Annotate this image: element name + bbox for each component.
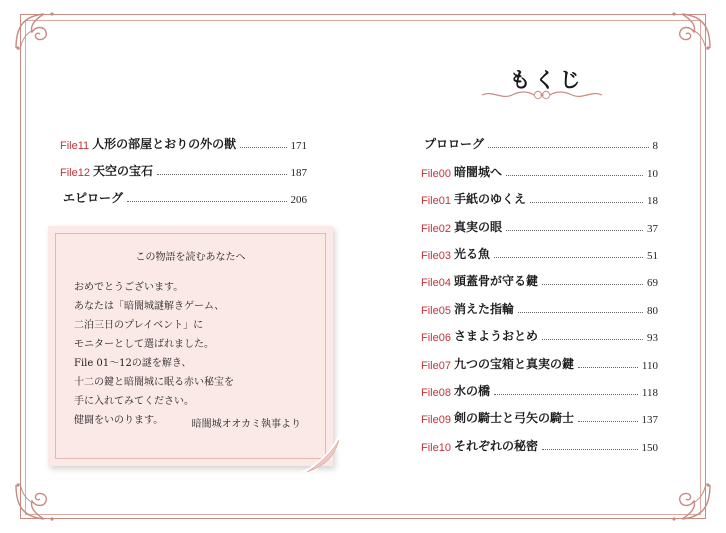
toc-file-number: File03 bbox=[421, 249, 451, 262]
note-line: 二泊三日のプレイベント」に bbox=[74, 320, 204, 331]
toc-list-right bbox=[421, 125, 658, 454]
corner-ornament-icon bbox=[668, 479, 714, 525]
toc-entry-title: 九つの宝箱と真実の鍵 bbox=[453, 356, 574, 371]
toc-file-number: File08 bbox=[421, 386, 451, 399]
note-line: あなたは「暗闇城謎解きゲーム、 bbox=[74, 301, 225, 312]
toc-entry[interactable] bbox=[421, 289, 658, 316]
toc-page-number: 118 bbox=[641, 386, 658, 399]
toc-entry[interactable] bbox=[421, 125, 658, 152]
toc-file-number: File04 bbox=[421, 277, 451, 290]
toc-entry[interactable] bbox=[421, 262, 658, 289]
corner-ornament-icon bbox=[12, 8, 58, 54]
note-signature: 暗闇城オオカミ執事より bbox=[191, 419, 301, 430]
toc-file-number: File09 bbox=[421, 414, 451, 427]
toc-entry-title: 光る魚 bbox=[453, 246, 490, 261]
title-ornament-icon bbox=[480, 88, 604, 102]
toc-file-number: File02 bbox=[421, 222, 451, 235]
toc-entry-title: エピローグ bbox=[63, 191, 124, 205]
toc-list-left bbox=[60, 125, 307, 206]
toc-entry[interactable] bbox=[421, 399, 658, 426]
toc-leader-dots bbox=[488, 146, 648, 148]
toc-file-number: File06 bbox=[421, 332, 451, 345]
toc-leader-dots bbox=[578, 420, 638, 422]
toc-entry[interactable] bbox=[60, 179, 307, 206]
toc-entry[interactable] bbox=[421, 317, 658, 344]
note-line: 健闘をいのります。 bbox=[74, 415, 164, 426]
toc-entry[interactable] bbox=[421, 235, 658, 262]
note-line: 十二の鍵と暗闇城に眠る赤い秘宝を bbox=[74, 377, 234, 388]
toc-page-number: 93 bbox=[647, 332, 658, 345]
toc-entry[interactable] bbox=[60, 125, 307, 152]
toc-entry-title: 頭蓋骨が守る鍵 bbox=[453, 274, 538, 289]
toc-entry[interactable] bbox=[421, 207, 658, 234]
toc-entry-title: さまようおとめ bbox=[453, 329, 538, 344]
toc-leader-dots bbox=[518, 311, 643, 313]
toc-entry-title: 人形の部屋とおりの外の獣 bbox=[92, 137, 237, 151]
toc-entry-title: プロローグ bbox=[424, 137, 485, 152]
toc-leader-dots bbox=[240, 146, 286, 148]
note-heading: この物語を読むあなたへ bbox=[135, 252, 246, 263]
toc-page-number: 150 bbox=[641, 441, 658, 454]
toc-entry-title: 消えた指輪 bbox=[453, 301, 514, 316]
toc-page-number: 51 bbox=[647, 249, 658, 262]
toc-entry[interactable] bbox=[60, 152, 307, 179]
toc-page-number: 10 bbox=[647, 167, 658, 180]
toc-leader-dots bbox=[127, 200, 286, 202]
toc-file-number: File07 bbox=[421, 359, 451, 372]
toc-entry[interactable] bbox=[421, 180, 658, 207]
note-line: File 01〜12の謎を解き、 bbox=[74, 358, 192, 369]
toc-entry[interactable] bbox=[421, 344, 658, 371]
toc-entry-title: 天空の宝石 bbox=[92, 164, 153, 178]
toc-file-number: File05 bbox=[421, 304, 451, 317]
toc-entry-title: 手紙のゆくえ bbox=[453, 192, 526, 207]
toc-entry[interactable] bbox=[421, 372, 658, 399]
toc-file-number: File12 bbox=[60, 167, 90, 179]
toc-entry-title: それぞれの秘密 bbox=[453, 438, 538, 453]
toc-page-number: 137 bbox=[641, 414, 658, 427]
toc-leader-dots bbox=[530, 201, 643, 203]
toc-page-number: 80 bbox=[647, 304, 658, 317]
page-curl-icon bbox=[301, 434, 339, 472]
toc-leader-dots bbox=[157, 173, 287, 175]
note-line: おめでとうございます。 bbox=[74, 282, 184, 293]
corner-ornament-icon bbox=[12, 479, 58, 525]
toc-leader-dots bbox=[494, 256, 643, 258]
corner-ornament-icon bbox=[668, 8, 714, 54]
toc-page-number: 69 bbox=[647, 277, 658, 290]
toc-leader-dots bbox=[578, 366, 638, 368]
note-line: 手に入れてみてください。 bbox=[74, 396, 194, 407]
toc-leader-dots bbox=[542, 283, 643, 285]
note-line: モニターとして選ばれました。 bbox=[74, 339, 214, 350]
toc-file-number: File00 bbox=[421, 167, 451, 180]
toc-title: もくじ bbox=[509, 68, 585, 92]
toc-file-number: File01 bbox=[421, 195, 451, 208]
toc-page-number: 37 bbox=[647, 222, 658, 235]
toc-leader-dots bbox=[506, 229, 643, 231]
toc-page-number: 18 bbox=[647, 195, 658, 208]
toc-file-number: File10 bbox=[421, 441, 451, 454]
toc-page-number: 206 bbox=[290, 194, 307, 206]
toc-page-number: 110 bbox=[641, 359, 658, 372]
toc-entry-title: 剣の騎士と弓矢の騎士 bbox=[453, 411, 574, 426]
note-body bbox=[74, 278, 234, 430]
toc-leader-dots bbox=[494, 393, 638, 395]
toc-leader-dots bbox=[542, 338, 643, 340]
toc-leader-dots bbox=[542, 448, 638, 450]
toc-entry[interactable] bbox=[421, 426, 658, 453]
toc-page-number: 187 bbox=[290, 167, 307, 179]
toc-page-number: 171 bbox=[290, 140, 307, 152]
toc-entry-title: 暗闇城へ bbox=[453, 164, 502, 179]
toc-file-number: File11 bbox=[60, 140, 90, 152]
toc-entry[interactable] bbox=[421, 152, 658, 179]
toc-entry-title: 真実の眼 bbox=[453, 219, 502, 234]
toc-page-number: 8 bbox=[652, 140, 658, 153]
toc-entry-title: 水の橋 bbox=[453, 383, 490, 398]
toc-leader-dots bbox=[506, 174, 643, 176]
letter-note-card bbox=[48, 226, 333, 466]
